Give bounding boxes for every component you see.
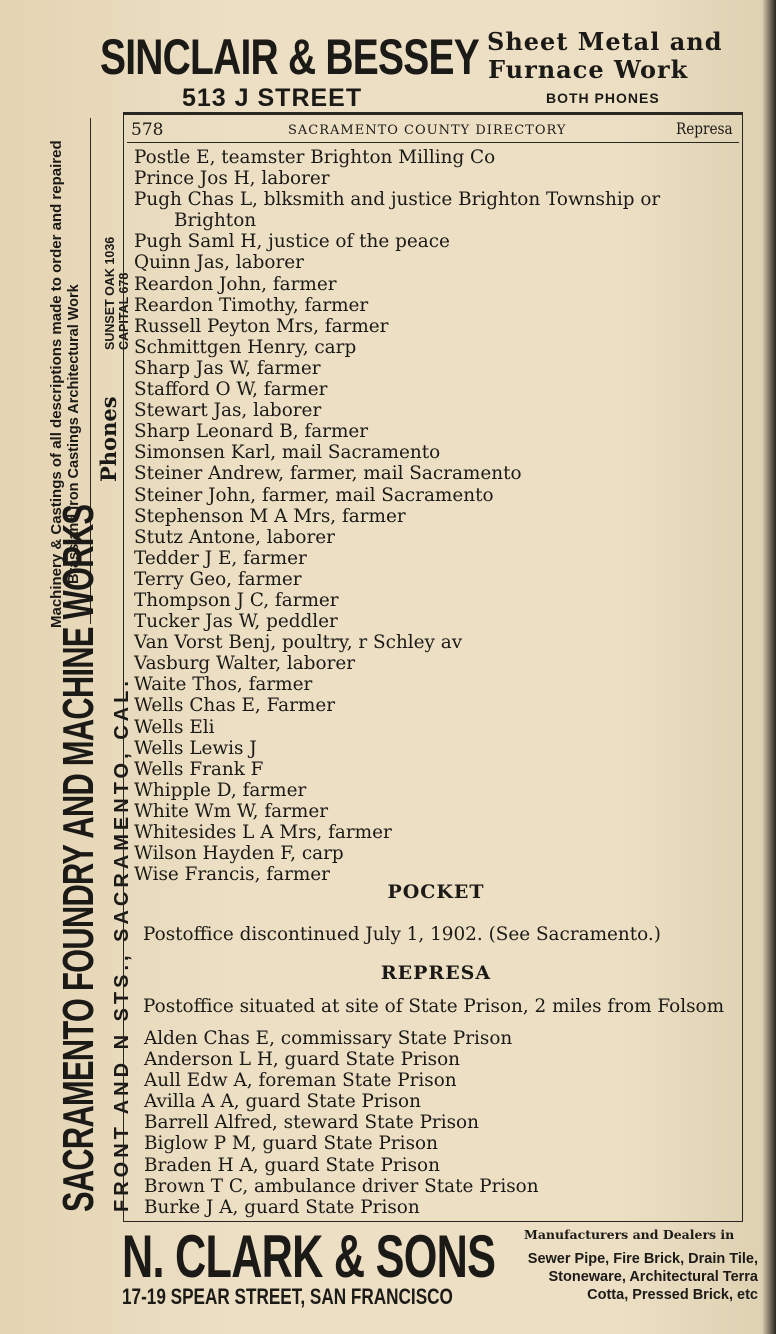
list-item: Pugh Chas L, blksmith and justice Brighton Township or — [134, 189, 661, 211]
list-item: Anderson L H, guard State Prison — [144, 1049, 461, 1071]
footer-firm-name: N. CLARK & SONS — [122, 1223, 496, 1290]
list-item: Stewart Jas, laborer — [134, 400, 322, 422]
pocket-note: Postoffice discontinued July 1, 1902. (See Sacramento.) — [143, 924, 661, 945]
list-item: Whipple D, farmer — [134, 779, 307, 801]
side-machinery-text: Machinery & Castings of all descriptions made to order and repaired — [48, 140, 65, 628]
represa-entries — [144, 1028, 738, 1218]
footer-products — [476, 1250, 758, 1304]
list-item: Simonsen Karl, mail Sacramento — [134, 442, 441, 464]
list-item: Vasburg Walter, laborer — [134, 653, 356, 675]
represa-heading: REPRESA — [380, 962, 492, 984]
list-item: Schmittgen Henry, carp — [134, 336, 357, 358]
list-item: Postle E, teamster Brighton Milling Co — [134, 147, 496, 168]
list-item: Waite Thos, farmer — [134, 674, 313, 696]
list-item: Stafford O W, farmer — [134, 379, 328, 401]
list-item: Reardon John, farmer — [134, 273, 337, 295]
list-item: Wilson Hayden F, carp — [134, 843, 344, 865]
side-foundry-address: FRONT AND N STS., SACRAMENTO, CAL. — [111, 677, 133, 1212]
header-phones: BOTH PHONES — [546, 90, 660, 106]
list-item: Stephenson M A Mrs, farmer — [134, 505, 406, 527]
list-item-continuation: Brighton — [174, 210, 257, 232]
footer-manufacturers: Manufacturers and Dealers in — [524, 1227, 735, 1242]
list-item: White Wm W, farmer — [134, 800, 328, 822]
list-item: Steiner John, farmer, mail Sacramento — [134, 484, 494, 506]
list-item: Alden Chas E, commissary State Prison — [144, 1028, 513, 1049]
side-phones-label: Phones — [96, 396, 121, 482]
list-item: Sharp Jas W, farmer — [134, 357, 321, 379]
list-item: Prince Jos H, laborer — [134, 168, 330, 190]
list-item: Steiner Andrew, farmer, mail Sacramento — [134, 463, 522, 485]
header-specialty-line1: Sheet Metal and — [487, 27, 723, 56]
header-firm-name: SINCLAIR & BESSEY — [100, 29, 479, 85]
list-item: Thompson J C, farmer — [134, 589, 339, 611]
footer-products-line1: Sewer Pipe, Fire Brick, Drain Tile, — [527, 1251, 758, 1267]
list-item: Sharp Leonard B, farmer — [134, 421, 369, 443]
footer-products-line2: Stoneware, Architectural Terra — [548, 1269, 758, 1285]
list-item: Russell Peyton Mrs, farmer — [134, 315, 389, 337]
running-head-rule — [127, 142, 739, 143]
list-item: Wells Eli — [134, 716, 215, 738]
list-item: Pugh Saml H, justice of the peace — [134, 231, 450, 253]
pocket-heading: POCKET — [387, 881, 485, 903]
list-item: Reardon Timothy, farmer — [134, 294, 369, 316]
list-item: Stutz Antone, laborer — [134, 526, 335, 548]
running-head-keyword: Represa — [676, 119, 733, 138]
list-item: Terry Geo, farmer — [134, 568, 302, 590]
list-item: Braden H A, guard State Prison — [144, 1154, 440, 1176]
list-item: Van Vorst Benj, poultry, r Schley av — [134, 632, 463, 654]
list-item: Tedder J E, farmer — [134, 547, 307, 569]
side-sunset-number: SUNSET OAK 1036 — [103, 236, 117, 350]
header-specialty-line2: Furnace Work — [488, 55, 689, 84]
side-brass-text: Brass and Iron Castings Architectural Work — [66, 284, 82, 584]
header-specialty — [487, 28, 723, 84]
list-item: Barrell Alfred, steward State Prison — [144, 1112, 479, 1134]
side-capital-number: CAPITAL 678 — [117, 272, 131, 350]
footer-products-line3: Cotta, Pressed Brick, etc — [587, 1287, 758, 1303]
directory-entries — [134, 147, 738, 885]
running-head-title: SACRAMENTO COUNTY DIRECTORY — [288, 123, 567, 138]
list-item: Whitesides L A Mrs, farmer — [134, 822, 392, 843]
footer-address: 17-19 SPEAR STREET, SAN FRANCISCO — [122, 1284, 453, 1309]
frame-top-rule — [123, 112, 743, 114]
list-item: Wells Frank F — [134, 758, 264, 780]
header-address: 513 J STREET — [182, 84, 363, 112]
list-item: Brown T C, ambulance driver State Prison — [144, 1175, 539, 1197]
list-item: Tucker Jas W, peddler — [134, 611, 338, 633]
page-edge-shadow — [762, 0, 776, 1334]
list-item: Avilla A A, guard State Prison — [144, 1091, 421, 1113]
list-item: Wells Chas E, Farmer — [134, 695, 335, 717]
page-number: 578 — [131, 120, 164, 140]
list-item: Wells Lewis J — [134, 737, 257, 759]
list-item: Aull Edw A, foreman State Prison — [144, 1070, 457, 1092]
side-foundry-name — [54, 202, 104, 1212]
list-item: Quinn Jas, laborer — [134, 252, 304, 274]
list-item: Wise Francis, farmer — [134, 864, 330, 886]
list-item: Biglow P M, guard State Prison — [144, 1133, 438, 1155]
list-item: Burke J A, guard State Prison — [144, 1196, 420, 1218]
represa-note: Postoffice situated at site of State Prison, 2 miles from Folsom — [143, 996, 725, 1017]
side-foundry-name-text: SACRAMENTO FOUNDRY AND MACHINE WORKS — [54, 504, 103, 1212]
